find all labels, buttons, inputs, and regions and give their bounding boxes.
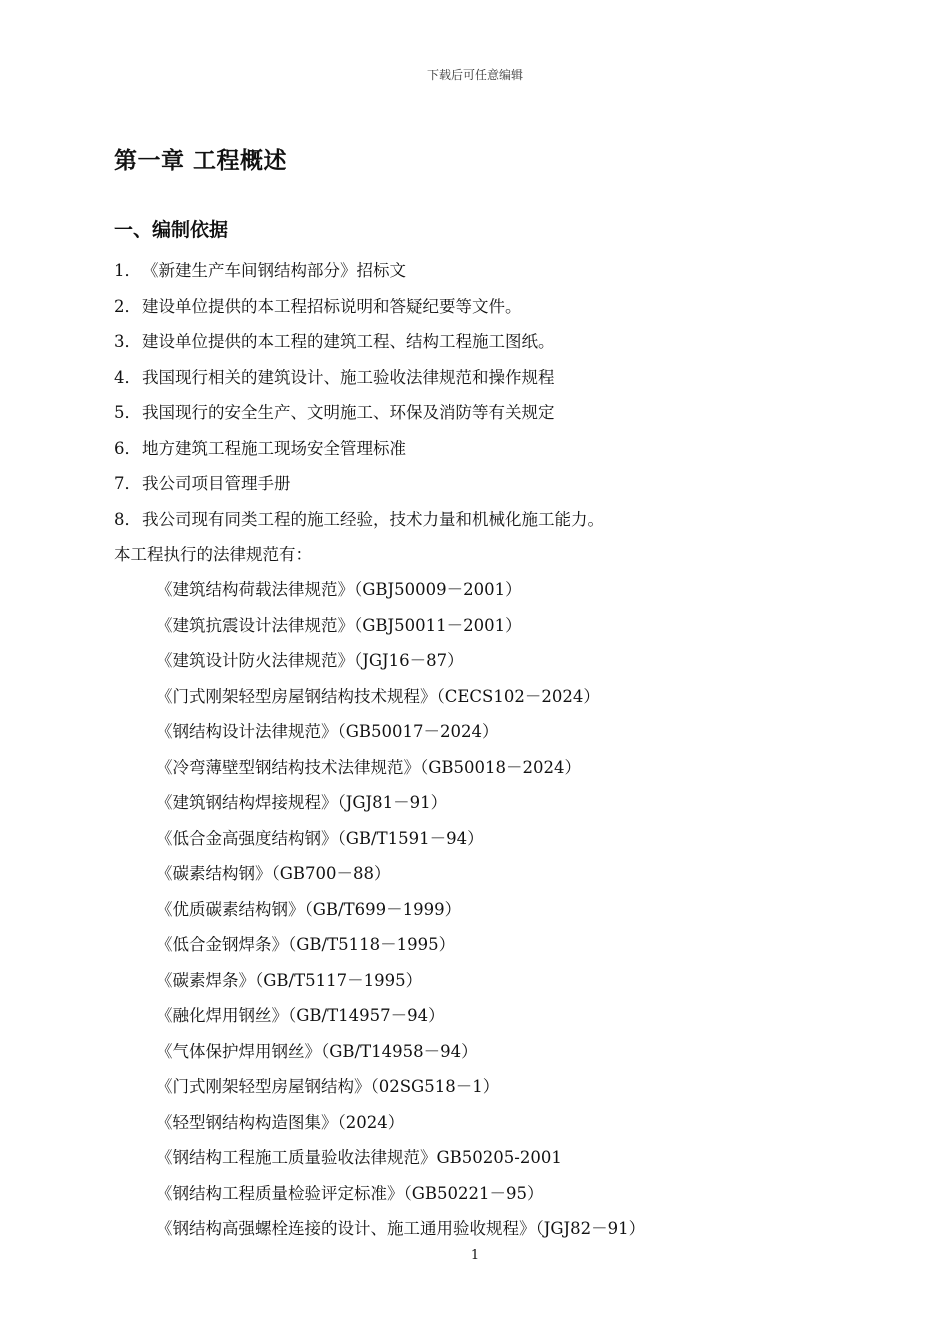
- standard-item: 《低合金钢焊条》（GB/T5118－1995）: [156, 935, 456, 954]
- basis-item-number: 4．: [114, 367, 141, 387]
- basis-item-text: 建设单位提供的本工程招标说明和答疑纪要等文件。: [142, 296, 522, 316]
- basis-item: [114, 505, 604, 541]
- basis-item: [114, 434, 604, 470]
- basis-item-text: 建设单位提供的本工程的建筑工程、结构工程施工图纸。: [142, 332, 555, 351]
- standard-item: 《碳素焊条》（GB/T5117－1995）: [156, 970, 423, 990]
- header-note: 下载后可任意编辑: [426, 68, 523, 82]
- standard-item: 《低合金高强度结构钢》（GB/T1591－94）: [156, 828, 484, 848]
- standards-intro: 本工程执行的法律规范有：: [114, 545, 312, 564]
- standard-item: 《建筑抗震设计法律规范》（GBJ50011－2001）: [156, 615, 522, 635]
- basis-item-number: 6．: [114, 438, 141, 458]
- basis-item-number: 3．: [114, 332, 141, 351]
- basis-item-number: 1．: [114, 261, 141, 280]
- standard-item: 《融化焊用钢丝》（GB/T14957－94）: [156, 1006, 445, 1025]
- standard-item: 《碳素结构钢》（GB700－88）: [156, 864, 391, 883]
- standard-item: 《建筑钢结构焊接规程》（JGJ81－91）: [156, 793, 448, 812]
- basis-item: [114, 327, 604, 363]
- standard-item: 《钢结构工程质量检验评定标准》（GB50221－95）: [156, 1183, 544, 1203]
- basis-item-text: 地方建筑工程施工现场安全管理标准: [142, 438, 406, 458]
- basis-item: [114, 256, 604, 292]
- basis-item: [114, 469, 604, 505]
- standard-item: 《气体保护焊用钢丝》（GB/T14958－94）: [156, 1041, 478, 1061]
- standard-item: 《建筑结构荷载法律规范》（GBJ50009－2001）: [156, 580, 522, 599]
- basis-item-text: 《新建生产车间钢结构部分》招标文: [142, 261, 406, 280]
- page-number: 1: [470, 1248, 480, 1263]
- standard-item: 《门式刚架轻型房屋钢结构》（02SG518－1）: [156, 1077, 500, 1096]
- standard-item: 《门式刚架轻型房屋钢结构技术规程》（CECS102－2024）: [156, 686, 600, 706]
- basis-item-number: 8．: [114, 509, 141, 529]
- basis-item: [114, 292, 604, 328]
- chapter-title: 第一章 工程概述: [114, 148, 288, 174]
- basis-item-number: 5．: [114, 403, 141, 422]
- basis-item-text: 我公司项目管理手册: [142, 474, 291, 493]
- basis-item: [114, 363, 604, 399]
- basis-item-text: 我国现行相关的建筑设计、施工验收法律规范和操作规程: [142, 367, 555, 387]
- standard-item: 《建筑设计防火法律规范》（JGJ16－87）: [156, 651, 464, 670]
- basis-item: [114, 398, 604, 434]
- basis-list: [114, 256, 604, 540]
- standard-item: 《轻型钢结构构造图集》（2024）: [156, 1112, 405, 1132]
- standard-item: 《钢结构设计法律规范》（GB50017－2024）: [156, 722, 499, 741]
- standard-item: 《钢结构工程施工质量验收法律规范》GB50205-2001: [156, 1148, 562, 1167]
- standard-item: 《钢结构高强螺栓连接的设计、施工通用验收规程》（JGJ82－91）: [156, 1219, 646, 1238]
- section-title: 一、编制依据: [114, 219, 229, 241]
- basis-item-number: 7．: [114, 474, 141, 493]
- standard-item: 《优质碳素结构钢》（GB/T699－1999）: [156, 899, 462, 919]
- basis-item-text: 我国现行的安全生产、文明施工、环保及消防等有关规定: [142, 403, 555, 422]
- basis-item-number: 2．: [114, 296, 141, 316]
- standard-item: 《冷弯薄壁型钢结构技术法律规范》（GB50018－2024）: [156, 757, 582, 777]
- basis-item-text: 我公司现有同类工程的施工经验，技术力量和机械化施工能力。: [142, 509, 604, 529]
- standards-list: [156, 575, 645, 1250]
